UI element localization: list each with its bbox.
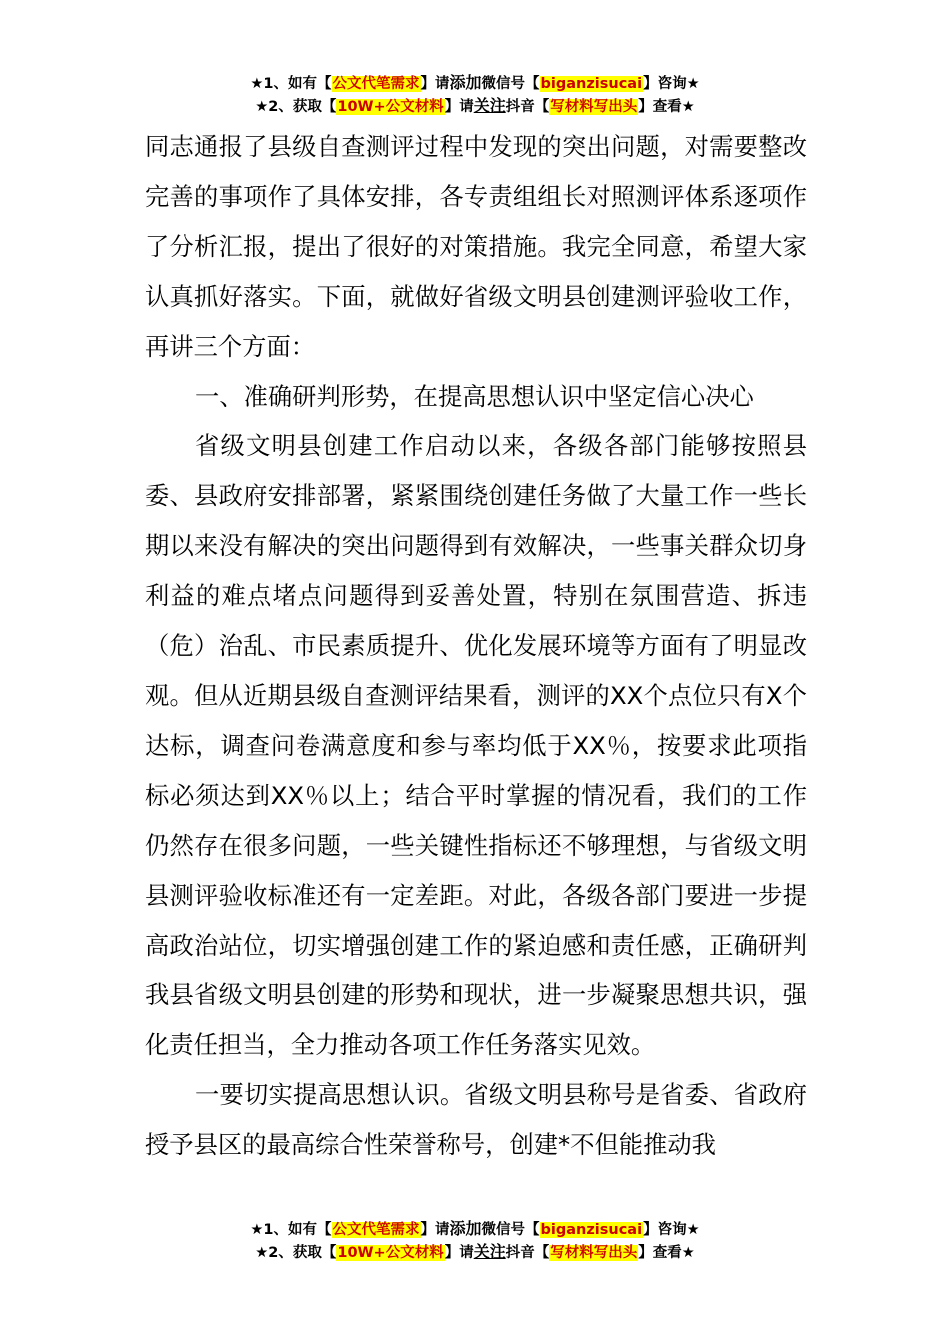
douyin-account: 写材料写出头 [550,1245,638,1261]
douyin-account: 写材料写出头 [550,99,638,115]
paragraph-situation: 省级文明县创建工作启动以来，各级各部门能够按照县委、县政府安排部署，紧紧围绕创建任务做了大量工作一些长期以来没有解决的突出问题得到有效解决，一些事关群众切身利益的难点堵点问题得到妥善处置，特别在氛围营造、拆违（危）治乱、市民素质提升、优化发展环境等方面有了明显改观。但从近期县级自查测评结果看，测评的XX个点位只有X个达标，调查问卷满意度和参与率均低于XX％，按要求此项指标必须达到XX％以上；结合平时掌握的情况看，我们的工作仍然存在很多问题，一些关键性指标还不够理想，与省级文明县测评验收标准还有一定差距。对此，各级各部门要进一步提高政治站位，切实增强创建工作的紧迫感和责任感，正确研判我县省级文明县创建的形势和现状，进一步凝聚思想共识，强化责任担当，全力推动各项工作任务落实见效。 [145,431,807,1060]
promo-line-1: ★1、如有【公文代笔需求】请添加微信号【biganzisucai】咨询★ [250,1219,700,1238]
paragraph-awareness: 一要切实提高思想认识。省级文明县称号是省委、省政府授予县区的最高综合性荣誉称号，创建*不但能推动我 [145,1080,807,1160]
promo-highlight: 公文代笔需求 [332,76,420,92]
promo-line-2: ★2、获取【10W+公文材料】请关注抖音【写材料写出头】查看★ [255,1242,695,1261]
promo-line-2: ★2、获取【10W+公文材料】请关注抖音【写材料写出头】查看★ [255,96,695,115]
promo-highlight: 10W+公文材料 [337,99,444,115]
promo-banner-bottom [0,1218,950,1264]
promo-highlight: 10W+公文材料 [337,1245,444,1261]
wechat-id: biganzisucai [540,76,643,92]
promo-highlight: 公文代笔需求 [332,1222,420,1238]
promo-banner-top [0,72,950,118]
paragraph-intro: 同志通报了县级自查测评过程中发现的突出问题，对需要整改完善的事项作了具体安排，各专责组组长对照测评体系逐项作了分析汇报，提出了很好的对策措施。我完全同意，希望大家认真抓好落实。下面，就做好省级文明县创建测评验收工作，再讲三个方面： [145,132,807,361]
promo-line-1: ★1、如有【公文代笔需求】请添加微信号【biganzisucai】咨询★ [250,73,700,92]
document-body [145,122,807,1170]
section-heading-1: 一、准确研判形势，在提高思想认识中坚定信心决心 [195,381,754,411]
wechat-id: biganzisucai [540,1222,643,1238]
